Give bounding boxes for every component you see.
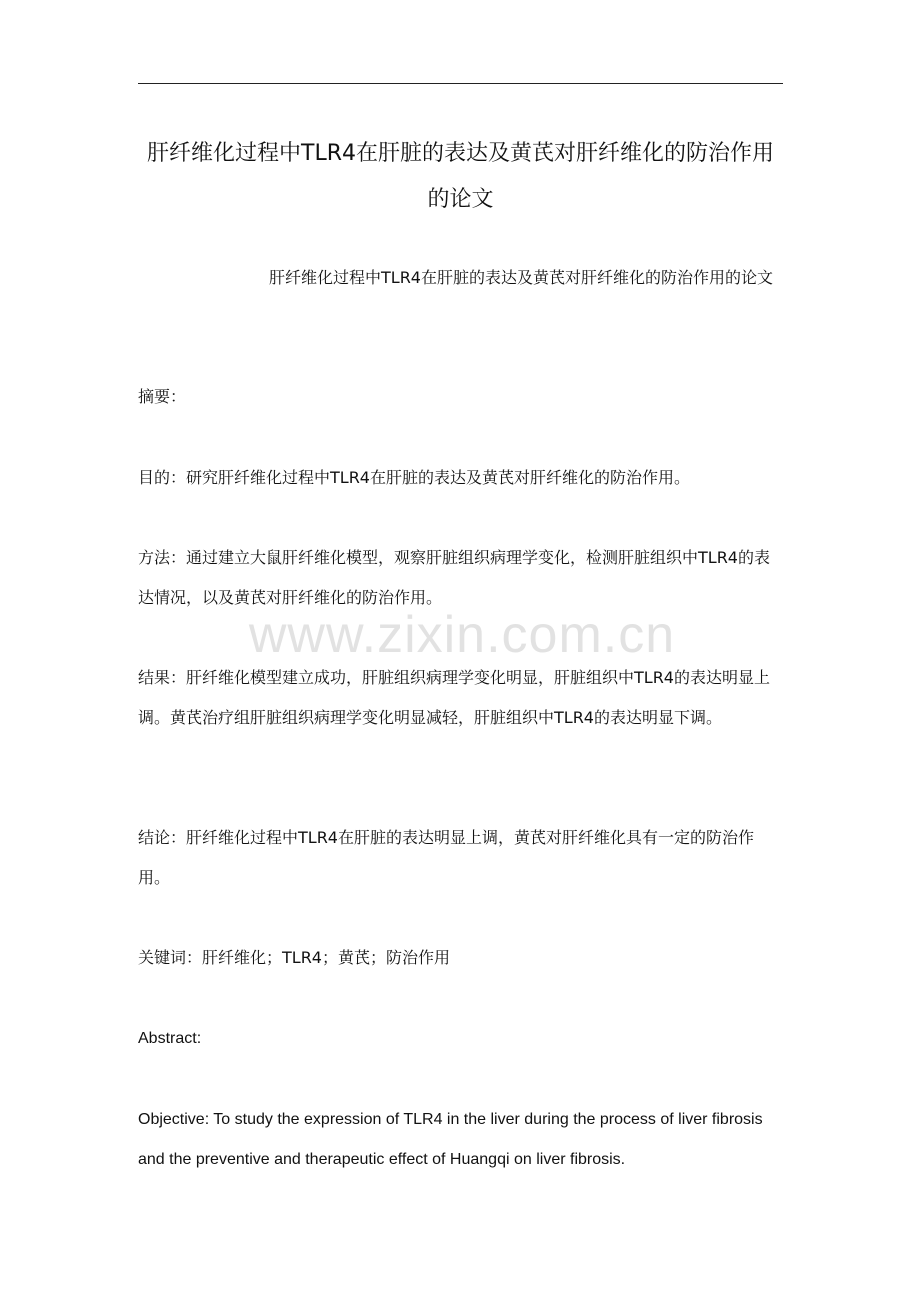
method-paragraph: 方法：通过建立大鼠肝纤维化模型，观察肝脏组织病理学变化，检测肝脏组织中TLR4的表达情况，以及黄芪对肝纤维化的防治作用。 [138, 548, 770, 607]
objective-en-paragraph: Objective: To study the expression of TLR4 in the liver during the process of liver fibrosis and the preventive and therapeutic effect of Huangqi on liver fibrosis. [138, 1111, 763, 1168]
conclusion-paragraph: 结论：肝纤维化过程中TLR4在肝脏的表达明显上调，黄芪对肝纤维化具有一定的防治作用。 [138, 828, 754, 887]
abstract-en-label: Abstract: [138, 1030, 202, 1047]
watermark: www.zixin.com.cn [248, 606, 676, 664]
keywords-paragraph: 关键词：肝纤维化；TLR4；黄芪；防治作用 [138, 948, 450, 967]
header-rule [138, 83, 783, 84]
objective-paragraph: 目的：研究肝纤维化过程中TLR4在肝脏的表达及黄芪对肝纤维化的防治作用。 [138, 468, 690, 487]
document-subtitle: 肝纤维化过程中TLR4在肝脏的表达及黄芪对肝纤维化的防治作用的论文 [269, 268, 773, 287]
abstract-label: 摘要： [138, 387, 187, 406]
document-title: 肝纤维化过程中TLR4在肝脏的表达及黄芪对肝纤维化的防治作用的论文 [147, 140, 774, 212]
result-paragraph: 结果：肝纤维化模型建立成功，肝脏组织病理学变化明显，肝脏组织中TLR4的表达明显上调。黄芪治疗组肝脏组织病理学变化明显减轻，肝脏组织中TLR4的表达明显下调。 [138, 668, 770, 727]
